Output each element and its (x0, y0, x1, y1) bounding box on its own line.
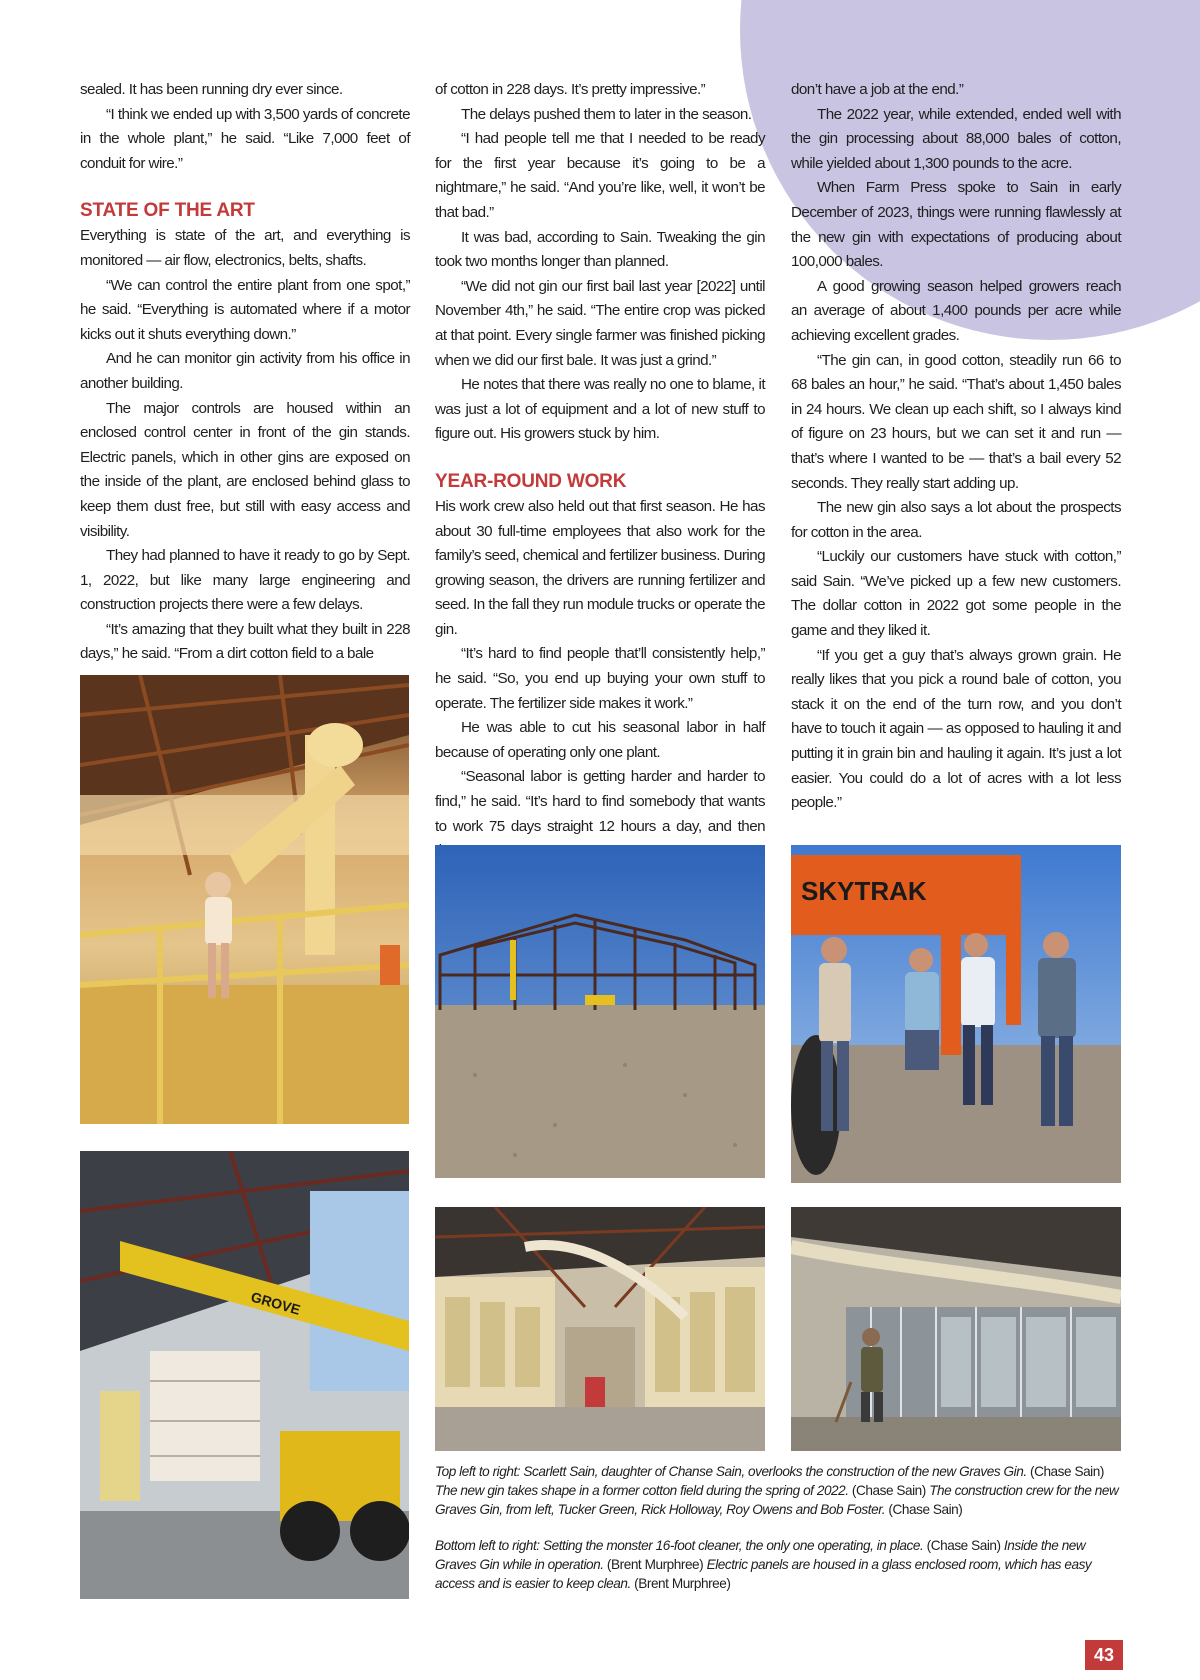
paragraph: A good growing season helped growers reach an average of about 1,400 pounds per acre while achieving excellent grades. (791, 277, 1121, 344)
paragraph: “Luckily our customers have stuck with cotton,” said Sain. “We’ve picked up a few new customers. The dollar cotton in 2022 got some people in the game and they liked it. (791, 548, 1121, 640)
caption-top-row (435, 1462, 1120, 1519)
caption-text: The new gin takes shape in a former cotton field during the spring of 2022. (435, 1483, 849, 1498)
paragraph: He notes that there was really no one to blame, it was just a lot of equipment and a lot of new stuff to figure out. His growers stuck by him. (435, 376, 765, 443)
photo-electric-panels (791, 1207, 1121, 1451)
caption-text: Inside the new Graves Gin while in operation. (435, 1538, 1086, 1572)
caption-text: Top left to right: Scarlett Sain, daughter of Chanse Sain, overlooks the construction of the new Graves Gin. (435, 1464, 1027, 1479)
photo-crane-setting-cleaner (80, 1151, 409, 1599)
paragraph: His work crew also held out that first season. He has about 30 full-time employees that also work for the family’s seed, chemical and fertilizer business. During growing season, the drivers are running fertilizer and seed. In the fall they run module trucks or operate the gin. (435, 497, 765, 638)
photo-gin-interior (435, 1207, 765, 1451)
paragraph: The new gin also says a lot about the prospects for cotton in the area. (791, 499, 1121, 541)
paragraph: The 2022 year, while extended, ended well with the gin processing about 88,000 bales of cotton, while yielded about 1,300 pounds to the acre. (791, 105, 1121, 172)
photo-credit: (Chase Sain) (848, 1483, 930, 1498)
section-heading-year-round-work: YEAR-ROUND WORK (435, 470, 627, 492)
caption-text: The construction crew for the new Graves Gin, from left, Tucker Green, Rick Holloway, Roy Owens and Bob Foster. (435, 1483, 1119, 1517)
photo-credit: (Chase Sain) (923, 1538, 1004, 1553)
crane-brand-text: GROVE (249, 1288, 303, 1318)
photo-credit: (Chase Sain) (1026, 1464, 1104, 1479)
paragraph: “The gin can, in good cotton, steadily run 66 to 68 bales an hour,” he said. “That’s about 1,450 bales in 24 hours. We clean up each shift, so I always kind of figure on 23 hours, but we can set it and run — that’s where I wanted to be — that’s a bail every 52 seconds. They really start adding up. (791, 351, 1121, 492)
photo-captions (435, 1462, 1120, 1610)
paragraph: And he can monitor gin activity from his office in another building. (80, 350, 410, 392)
paragraph: He was able to cut his seasonal labor in half because of operating only one plant. (435, 719, 765, 761)
section-heading-state-of-the-art: STATE OF THE ART (80, 200, 255, 222)
paragraph: “If you get a guy that’s always grown grain. He really likes that you pick a round bale of cotton, you stack it on the end of the turn row, and you don’t have to touch it again — as opposed to hauling it and putting it in grain bin and hauling it again. It’s just a lot easier. You could do a lot of acres with a lot less people.” (791, 646, 1121, 812)
caption-bottom-row (435, 1536, 1120, 1593)
article-column-1 (80, 78, 410, 667)
paragraph: It was bad, according to Sain. Tweaking the gin took two months longer than planned. (435, 228, 765, 271)
photo-credit: (Brent Murphree) (630, 1576, 731, 1591)
paragraph: “I think we ended up with 3,500 yards of concrete in the whole plant,” he said. “Like 7,000 feet of conduit for wire.” (80, 105, 410, 172)
paragraph: sealed. It has been running dry ever since. (80, 81, 343, 98)
paragraph: “It’s amazing that they built what they built in 228 days,” he said. “From a dirt cotton field to a bale (80, 620, 410, 663)
paragraph: “I had people tell me that I needed to be ready for the first year because it’s going to be a nightmare,” he said. “And you’re like, well, it won’t be that bad.” (435, 130, 765, 221)
paragraph: The major controls are housed within an enclosed control center in front of the gin stands. Electric panels, which in other gins are exposed on the inside of the plant, are enclosed behind glass to keep them dust free, but still with easy access and visibility. (80, 399, 410, 540)
paragraph: Everything is state of the art, and everything is monitored — air flow, electronics, belts, shafts. (80, 227, 410, 269)
paragraph: They had planned to have it ready to go by Sept. 1, 2022, but like many large engineering and construction projects there were a few delays. (80, 547, 410, 614)
article-column-3 (791, 78, 1121, 816)
forklift-brand-text: SKYTRAK (801, 876, 927, 906)
photo-credit: (Brent Murphree) (603, 1557, 707, 1572)
photo-steel-frame-construction (435, 845, 765, 1178)
photo-construction-crew (791, 845, 1121, 1183)
paragraph: The delays pushed them to later in the season. (461, 105, 752, 123)
paragraph: “It’s hard to find people that’ll consistently help,” he said. “So, you end up buying your own stuff to operate. The fertilizer side makes it work.” (435, 645, 765, 712)
paragraph: When Farm Press spoke to Sain in early December of 2023, things were running flawlessly at the new gin with expectations of producing about 100,000 bales. (791, 179, 1121, 271)
photo-credit: (Chase Sain) (885, 1502, 963, 1517)
article-column-2 (435, 78, 765, 864)
paragraph: don’t have a job at the end.” (791, 81, 964, 98)
paragraph: “We can control the entire plant from one spot,” he said. “Everything is automated where if a motor kicks out it shuts everything down.” (80, 276, 410, 343)
paragraph: of cotton in 228 days. It’s pretty impressive.” (435, 81, 706, 98)
paragraph: “Seasonal labor is getting harder and harder to find,” he said. “It’s hard to find somebody that wants to work 75 days straight 12 hours a day, and then (435, 768, 765, 835)
page-number: 43 (1085, 1640, 1123, 1670)
caption-text: Electric panels are housed in a glass enclosed room, which has easy access and is easier to keep clean. (435, 1557, 1092, 1591)
caption-text: Bottom left to right: Setting the monster 16-foot cleaner, the only one operating, in place. (435, 1538, 924, 1553)
photo-girl-on-platform (80, 675, 409, 1124)
paragraph: “We did not gin our first bail last year [2022] until November 4th,” he said. “The entire crop was picked at that point. Every single farmer was finished picking when we did our first bale. It was just a grind.” (435, 277, 765, 369)
